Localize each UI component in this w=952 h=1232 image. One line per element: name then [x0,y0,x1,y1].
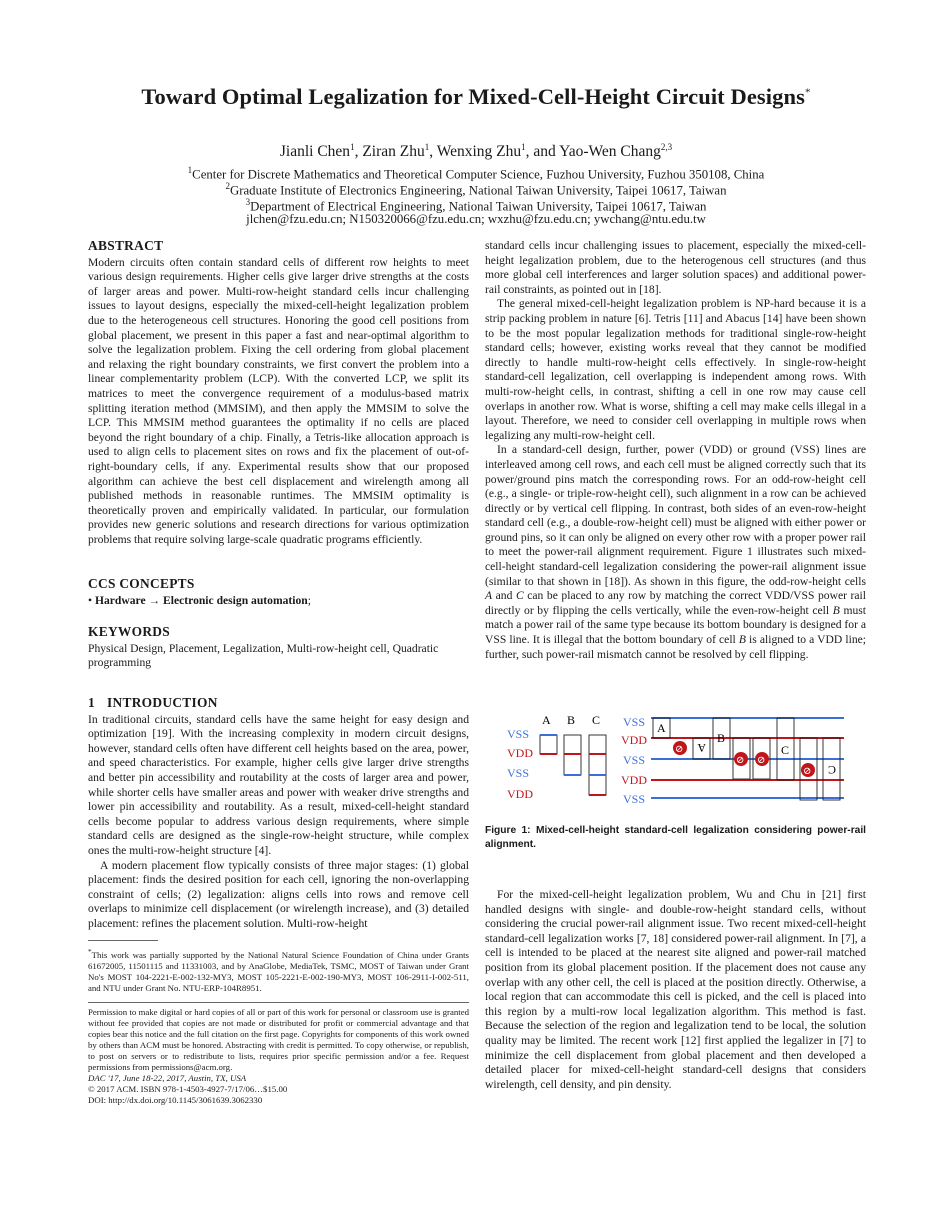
permission-block [88,1007,469,1106]
title-footnote-mark: * [804,86,811,99]
placed-cell-c-label: C [781,743,790,757]
keywords-section [88,625,469,671]
body-paragraph-1: standard cells incur challenging issues to placement, especially the mixed-cell-height legalization problem, due to the heterogenous cell structures (and thus more global cell interferences and larger solution spaces) and additional power-rail constraints, as pointed out in [18]. [485,239,866,296]
introduction-heading: 1 INTRODUCTION [88,695,218,710]
abstract-heading: ABSTRACT [88,238,164,253]
funding-footnote: *This work was partially supported by the National Natural Science Foundation of China under Grants 61672005, 11501115 and 11331003, and by AnaGlobe, MediaTek, TSMC, MOST of Taiwan under Grant No's MOST 104-2221-E-002-132-MY3, MOST 105-2221-E-002-190-MY3, MOST 106-2911-I-002-511, and NTU under Grant No. NTU-ERP-104R8951. [88,947,469,993]
cell-label-c: C [592,713,601,727]
author: Yao-Wen Chang$^{2,3}$ [559,142,673,161]
body-paragraph-4: For the mixed-cell-height legalization problem, Wu and Chu in [21] first handled designs with single- and double-row-height standard cells, without considering the crucial power-rail alignment issue. Two recent mixed-cell-height standard-cell legalization works [7, 18] considered power-rail alignment. In [7], a cell is intended to be placed at the nearest site aligned and power-rail matched position from its global placement position. If the placement does not cause any overlap with any other cell, the cell is placed at the position directly. Otherwise, a local region that can accommodate this cell is picked, and the cell is placed into this region by a multi-row local legalization algorithm. This method is fast. Because the selection of the region and legalization tend to be local, the solution quality may be limited. The recent work [12] first applied the legalizer in [7] to minimize the cell displacement from global placement and then developed a detailed placer for mixed-cell-height standard-cell designs that considers wirelength, cell density, and pin density. [485,888,866,1091]
intro-paragraph-2: A modern placement flow typically consists of three major stages: (1) global placement: finds the desired position for each cell, ignoring the non-overlapping constraint of cells; (2) legalization: aligns cells into rows and remove cell overlaps to minimize cell displacement (or wirelength increase), and (3) detailed placement: refines the placement solution. Multi-row-height [88,858,469,930]
keywords-heading: KEYWORDS [88,624,171,639]
permission-rule [88,1002,469,1003]
cell-c [589,735,606,795]
svg-text:⊘: ⊘ [736,755,745,766]
right-rail-label: VDD [621,773,647,787]
author: Wenxing Zhu$^1$, and [436,142,560,161]
svg-text:⊘: ⊘ [757,755,766,766]
keywords-text: Physical Design, Placement, Legalization, Multi-row-height cell, Quadratic programming [88,641,439,670]
cell-label-b: B [567,713,576,727]
body-paragraph-3: In a standard-cell design, further, power (VDD) or ground (VSS) lines are interleaved among cell rows, and each cell must be aligned correctly such that its power/ground pins match the corresponding rows. For an odd-row-height cell (e.g., a single- or triple-row-height cell), such alignment in a row can be achieved directly or by vertical cell flipping. In contrast, both sides of an even-row-height standard cell (e.g., a double-row-height cell) must be aligned with either power or ground pins, so it can only be aligned on every other row with a proper power rail to meet the power-rail alignment requirement. Figure 1 illustrates such mixed-cell-height standard-cell legalization considering the power-rail alignment issue (similar to that shown in [18]). As shown in this figure, the odd-row-height cells A and C can be placed to any row by matching the correct VDD/VSS power rail directly or by flipping the cells vertically, while the even-row-height cell B must match a power rail of the same type because its bottom boundary is designed for a VSS line. It is illegal that the bottom boundary of cell B is aligned to a VDD line; further, such power-rail mismatch cannot be resolved by cell flipping. [485,443,867,661]
right-rail-label: VSS [623,753,646,767]
affiliation-3: $^3$Department of Electrical Engineering, National Taiwan University, Taipei 10617, Taiwan [245,197,707,214]
forbidden-icon [801,763,815,777]
left-rail-label: VDD [507,746,533,760]
intro-paragraph-1: In traditional circuits, standard cells have the same height for easy design and optimization [19]. With the increasing complexity in modern circuit designs, however, standard cells often have different cell heights based on the area, power, and speed characteristics. For example, higher cells give larger drive strengths and better pin accessibility and routability at the costs of larger area and power, while shorter cells have smaller areas and power with weaker drive strengths and lower pin accessibility and routability. As a result, mixed-cell-height standard cells become popular to address various design requirements, where simple standard cells are designed as the single-row-height structure, while complex ones the multi-row-height structure [4]. [88,712,469,857]
figure-1 [485,708,866,808]
flipped-cell-c-label: C [827,763,836,777]
placed-cell-b-label: B [717,731,726,745]
right-rail-label: VSS [623,715,646,729]
left-rail-label: VSS [507,766,530,780]
cell-a [540,735,557,754]
doi-line: DOI: http://dx.doi.org/10.1145/3061639.3062330 [88,1095,263,1105]
ccs-text: • Hardware → Electronic design automation; [88,593,311,607]
right-column-continued [485,888,866,1092]
cell-label-a: A [542,713,551,727]
ccs-section [88,577,469,608]
footnote-rule [88,940,158,941]
conference-line: DAC '17, June 18-22, 2017, Austin, TX, USA [88,1073,247,1083]
svg-text:⊘: ⊘ [675,744,684,755]
author-list [40,142,912,161]
affiliation-1: $^1$Center for Discrete Mathematics and Theoretical Computer Science, Fuzhou University, Fuzhou 350108, China [187,165,765,182]
author: Jianli Chen$^1$, [279,142,363,161]
right-rail-label: VDD [621,733,647,747]
abstract-section [88,239,469,547]
forbidden-icon [734,752,748,766]
svg-text:⊘: ⊘ [803,766,812,777]
affiliation-2: $^2$Graduate Institute of Electronics Engineering, National Taiwan University, Taipei 10617, Taiwan [225,181,727,198]
forbidden-icon [755,752,769,766]
flipped-cell-a-label: A [697,741,706,755]
permission-text: Permission to make digital or hard copies of all or part of this work for personal or classroom use is granted without fee provided that copies are not made or distributed for profit or commercial advantage and that copies bear this notice and the full citation on the first page. Copyrights for components of this work owned by others than ACM must be honored. Abstracting with credit is permitted. To copy otherwise, or republish, to post on servers or to redistribute to lists, requires prior specific permission and/or a fee. Request permissions from permissions@acm.org. [88,1007,469,1072]
ccs-heading: CCS CONCEPTS [88,576,195,591]
introduction-section [88,696,469,932]
right-rail-label: VSS [623,792,646,806]
title-text: Toward Optimal Legalization for Mixed-Cell-Height Circuit Designs [141,84,805,109]
paper-title [40,84,912,110]
placed-cell-a-label: A [657,721,666,735]
left-rail-label: VSS [507,727,530,741]
body-paragraph-2: The general mixed-cell-height legalization problem is NP-hard because it is a strip packing problem in nature [6]. Tetris [11] and Abacus [14] have been shown to be the most popular legalization methods for traditional single-row-height standard cells; however, existing works reveal that they cannot be modified directly to handle multi-row-height cells effectively. In single-row-height standard-cell legalization, cell overlapping is independent among rows. With multi-row-height cells, in contrast, shifting a cell in one row may cause cell overlaps in another row. What is worse, shifting a cell may make cells illegal in a layout. Therefore, we need to consider cell overlapping in multiple rows when legalizing any multi-row-height cell. [485,297,866,442]
author-emails: jlchen@fzu.edu.cn; N150320066@fzu.edu.cn; wxzhu@fzu.edu.cn; ywchang@ntu.edu.tw [246,212,706,226]
copyright-line: © 2017 ACM. ISBN 978-1-4503-4927-7/17/06…$15.00 [88,1084,288,1094]
right-column-text [485,239,866,662]
figure-1-caption: Figure 1: Mixed-cell-height standard-cell legalization considering power-rail alignment. [485,825,866,850]
abstract-text: Modern circuits often contain standard cells of different row heights to meet various design requirements. Higher cells give larger drive strengths at the costs of larger areas and power. Multi-row-height standard cells incur challenging issues to layout designs, especially the mixed-cell-height legalization problem due to the heterogeneous cell structures. Honoring the good cell positions from global placement, we present in this paper a fast and near-optimal algorithm to solve the legalization problem. Fixing the cell ordering from global placement and relaxing the right boundary constraints, we first convert the problem into a linear complementarity problem (LCP). With the converted LCP, we split its matrices to meet the convergence requirement of a modulus-based matrix splitting iteration method (MMSIM), and then apply the MMSIM to solve the LCP. This MMSIM method guarantees the optimality if no cells are placed beyond the right boundary of a chip. Finally, a Tetris-like allocation approach is used to align cells to placement sites on rows and fix the placement of out-of-right-boundary cells, if any. Experimental results show that our proposed algorithm can achieve the best cell displacement and wirelength among all published methods in reasonable runtimes. The MMSIM optimality is theoretically proven and empirically validated. In particular, our formulation provides new generic solutions and research directions for various optimization problems that require solving large-scale quadratic programs efficiently. [88,255,469,546]
forbidden-icon [673,741,687,755]
left-rail-label: VDD [507,787,533,801]
author: Ziran Zhu$^1$, [362,142,437,161]
